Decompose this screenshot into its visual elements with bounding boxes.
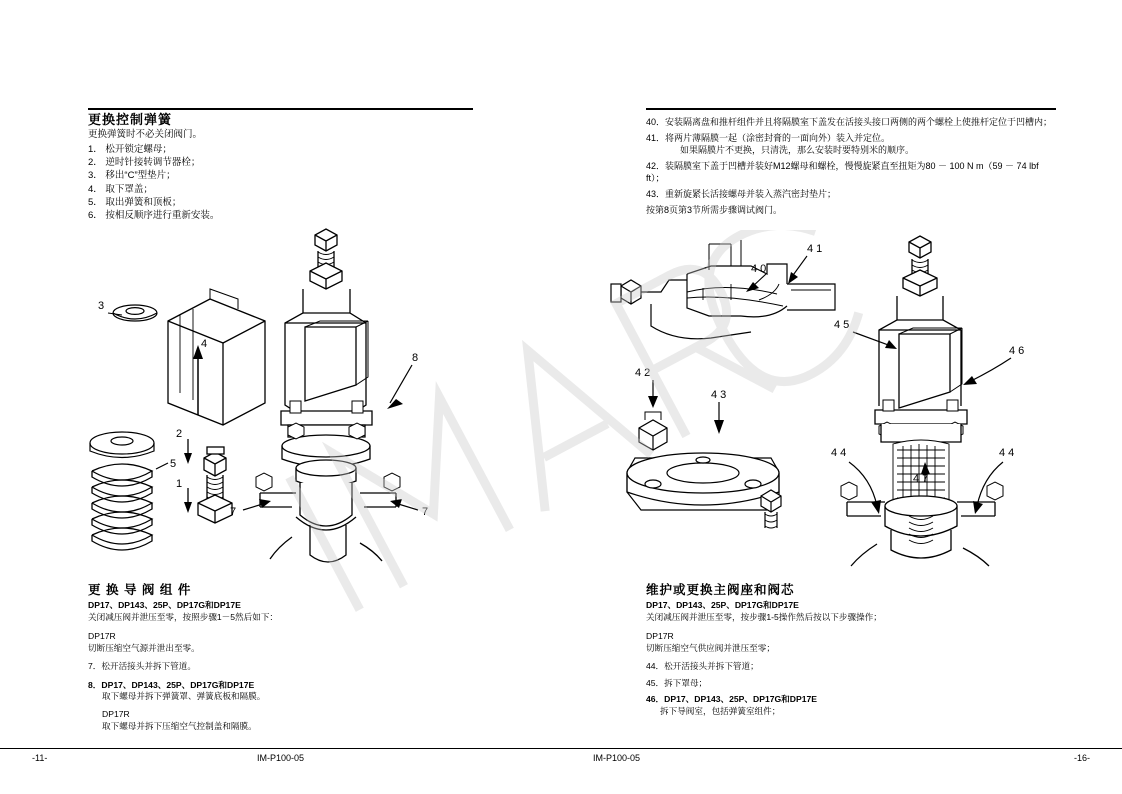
- section2-note-c: 取下螺母并拆下压缩空气控制盖和隔膜。: [102, 720, 257, 731]
- item-text: 拆下罩母；: [664, 677, 708, 688]
- section-item-46: [646, 694, 946, 706]
- item-number: 44．: [646, 661, 665, 672]
- figure-label-44b: 4 4: [999, 447, 1015, 459]
- section-note-a: 关闭减压阀并泄压至零，按步骤1-5操作然后按以下步骤操作；: [646, 611, 882, 622]
- section1-steps: [88, 143, 388, 222]
- list-item: 2． 逆时针接转调节器栓；: [88, 157, 201, 169]
- section2-item-7: [88, 661, 388, 673]
- figure-label-42: 4 2: [635, 367, 651, 379]
- figure-label-45: 4 5: [834, 319, 850, 331]
- item-models: DP17、DP143、25P、DP17G和DP17E: [664, 694, 818, 705]
- right-footer-rule: [561, 748, 1122, 749]
- list-item: [646, 132, 1058, 157]
- section-model-b: DP17R: [646, 631, 674, 642]
- section-title: 维护或更换主阀座和阀芯: [646, 583, 795, 597]
- figure-label-7a: 7: [230, 506, 237, 518]
- section2-model-c: DP17R: [102, 709, 130, 720]
- section2-models: DP17、DP143、25P、DP17G和DP17E: [88, 600, 241, 610]
- left-figure-valve-spring: [60, 225, 490, 580]
- figure-label-47: 4 7: [913, 473, 929, 485]
- item-number: 43．: [646, 188, 666, 199]
- figure-label-3: 3: [98, 300, 105, 312]
- item-models: DP17、DP143、25P、DP17G和DP17E: [101, 679, 255, 690]
- item-text: 重新旋紧长活接螺母并装入蒸汽密封垫片；: [665, 188, 837, 199]
- item-number: 41．: [646, 132, 666, 143]
- section2-item-8: [88, 680, 388, 692]
- section2-note-b: 切断压缩空气源并泄出至零。: [88, 642, 200, 653]
- item-text: 松开活接头并拆下管道。: [101, 661, 196, 672]
- item-number: 7．: [88, 661, 102, 672]
- section2-model-b: DP17R: [88, 631, 116, 642]
- figure-label-5: 5: [170, 458, 177, 470]
- list-item: 3． 移出“C”型垫片；: [88, 170, 176, 182]
- figure-label-4: 4: [201, 338, 208, 350]
- item-text: 将两片薄隔膜一起（涂密封膏的一面向外）装入并定位。: [665, 132, 891, 143]
- right-page: [561, 0, 1122, 794]
- list-item: 1． 松开锁定螺母；: [88, 144, 172, 155]
- left-footer-rule: [0, 748, 561, 749]
- item-number: 45．: [646, 677, 665, 688]
- list-item: 5． 取出弹簧和顶板；: [88, 196, 182, 208]
- left-footer-code: IM-P100-05: [256, 753, 305, 763]
- item-subtext: 如果隔膜片不更换，只清洗，那么安装时要特别米的顺序。: [680, 145, 915, 156]
- left-section1-text: [88, 112, 388, 222]
- figure-label-41: 4 1: [807, 243, 823, 255]
- figure-label-2: 2: [176, 428, 183, 440]
- item-text: 安装隔离盘和推杆组件并且将隔膜室下盖发在活接头接口两侧的两个螺栓上使推杆定位于凹槽内；: [665, 117, 1053, 127]
- right-section: [646, 583, 946, 718]
- figure-label-40: 4 0: [751, 263, 767, 275]
- figure-label-46: 4 6: [1009, 345, 1025, 357]
- right-footer-code: IM-P100-05: [593, 753, 641, 763]
- right-numbered-items: [646, 116, 1058, 216]
- section2-title: 更 换 导 阀 组 件: [88, 583, 192, 597]
- figure-label-7b: 7: [422, 506, 429, 518]
- section-item-44: [646, 661, 946, 673]
- tail-note: 按第8页第3节所需步骤调试阀门。: [646, 204, 783, 215]
- section-note-b: 切断压缩空气供应阀并泄压至零；: [646, 642, 775, 653]
- item-number: 42．: [646, 160, 666, 171]
- section2-note-a: 关闭减压阀并泄压至零，按照步骤1－5然后如下：: [88, 611, 279, 622]
- figure-label-43: 4 3: [711, 389, 727, 401]
- figure-label-8: 8: [412, 352, 419, 364]
- figure-label-44a: 4 4: [831, 447, 847, 459]
- item-text: 装隔膜室下盖于凹槽并装好M12螺母和螺栓，慢慢旋紧直至扭矩为80 － 100 N m（59 － 74 lbf ft）；: [646, 160, 1039, 184]
- list-item: [646, 160, 1058, 185]
- right-figure-main-valve: [591, 230, 1101, 575]
- numbered-list: [646, 116, 1058, 201]
- item-text: 松开活接头并拆下管道；: [664, 661, 759, 672]
- item-number: 46．: [646, 694, 665, 705]
- figure-label-1: 1: [176, 478, 183, 490]
- list-item: [646, 116, 1058, 129]
- section-intro: 更换弹簧时不必关闭阀门。: [88, 129, 203, 140]
- right-top-rule: [646, 108, 1056, 110]
- list-item: 4． 取下罩盖；: [88, 183, 153, 195]
- left-top-rule: [88, 108, 473, 110]
- item-number: 40．: [646, 117, 666, 127]
- section-item-46-text: 拆下导阀室，包括弹簧室组件；: [660, 706, 781, 717]
- list-item: [646, 188, 1058, 201]
- left-section2: [88, 583, 388, 732]
- right-page-number: -16-: [1073, 753, 1090, 763]
- section2-item-8-text: 取下螺母并拆下弹簧罩、弹簧底板和隔膜。: [102, 691, 266, 702]
- section-item-45: [646, 678, 946, 690]
- list-item: 6． 按相反顺序进行重新安装。: [88, 210, 220, 222]
- item-number: 8．: [88, 679, 102, 690]
- section-models: DP17、DP143、25P、DP17G和DP17E: [646, 600, 799, 610]
- left-page-number: -11-: [32, 753, 48, 763]
- section-title: 更换控制弹簧: [88, 112, 173, 127]
